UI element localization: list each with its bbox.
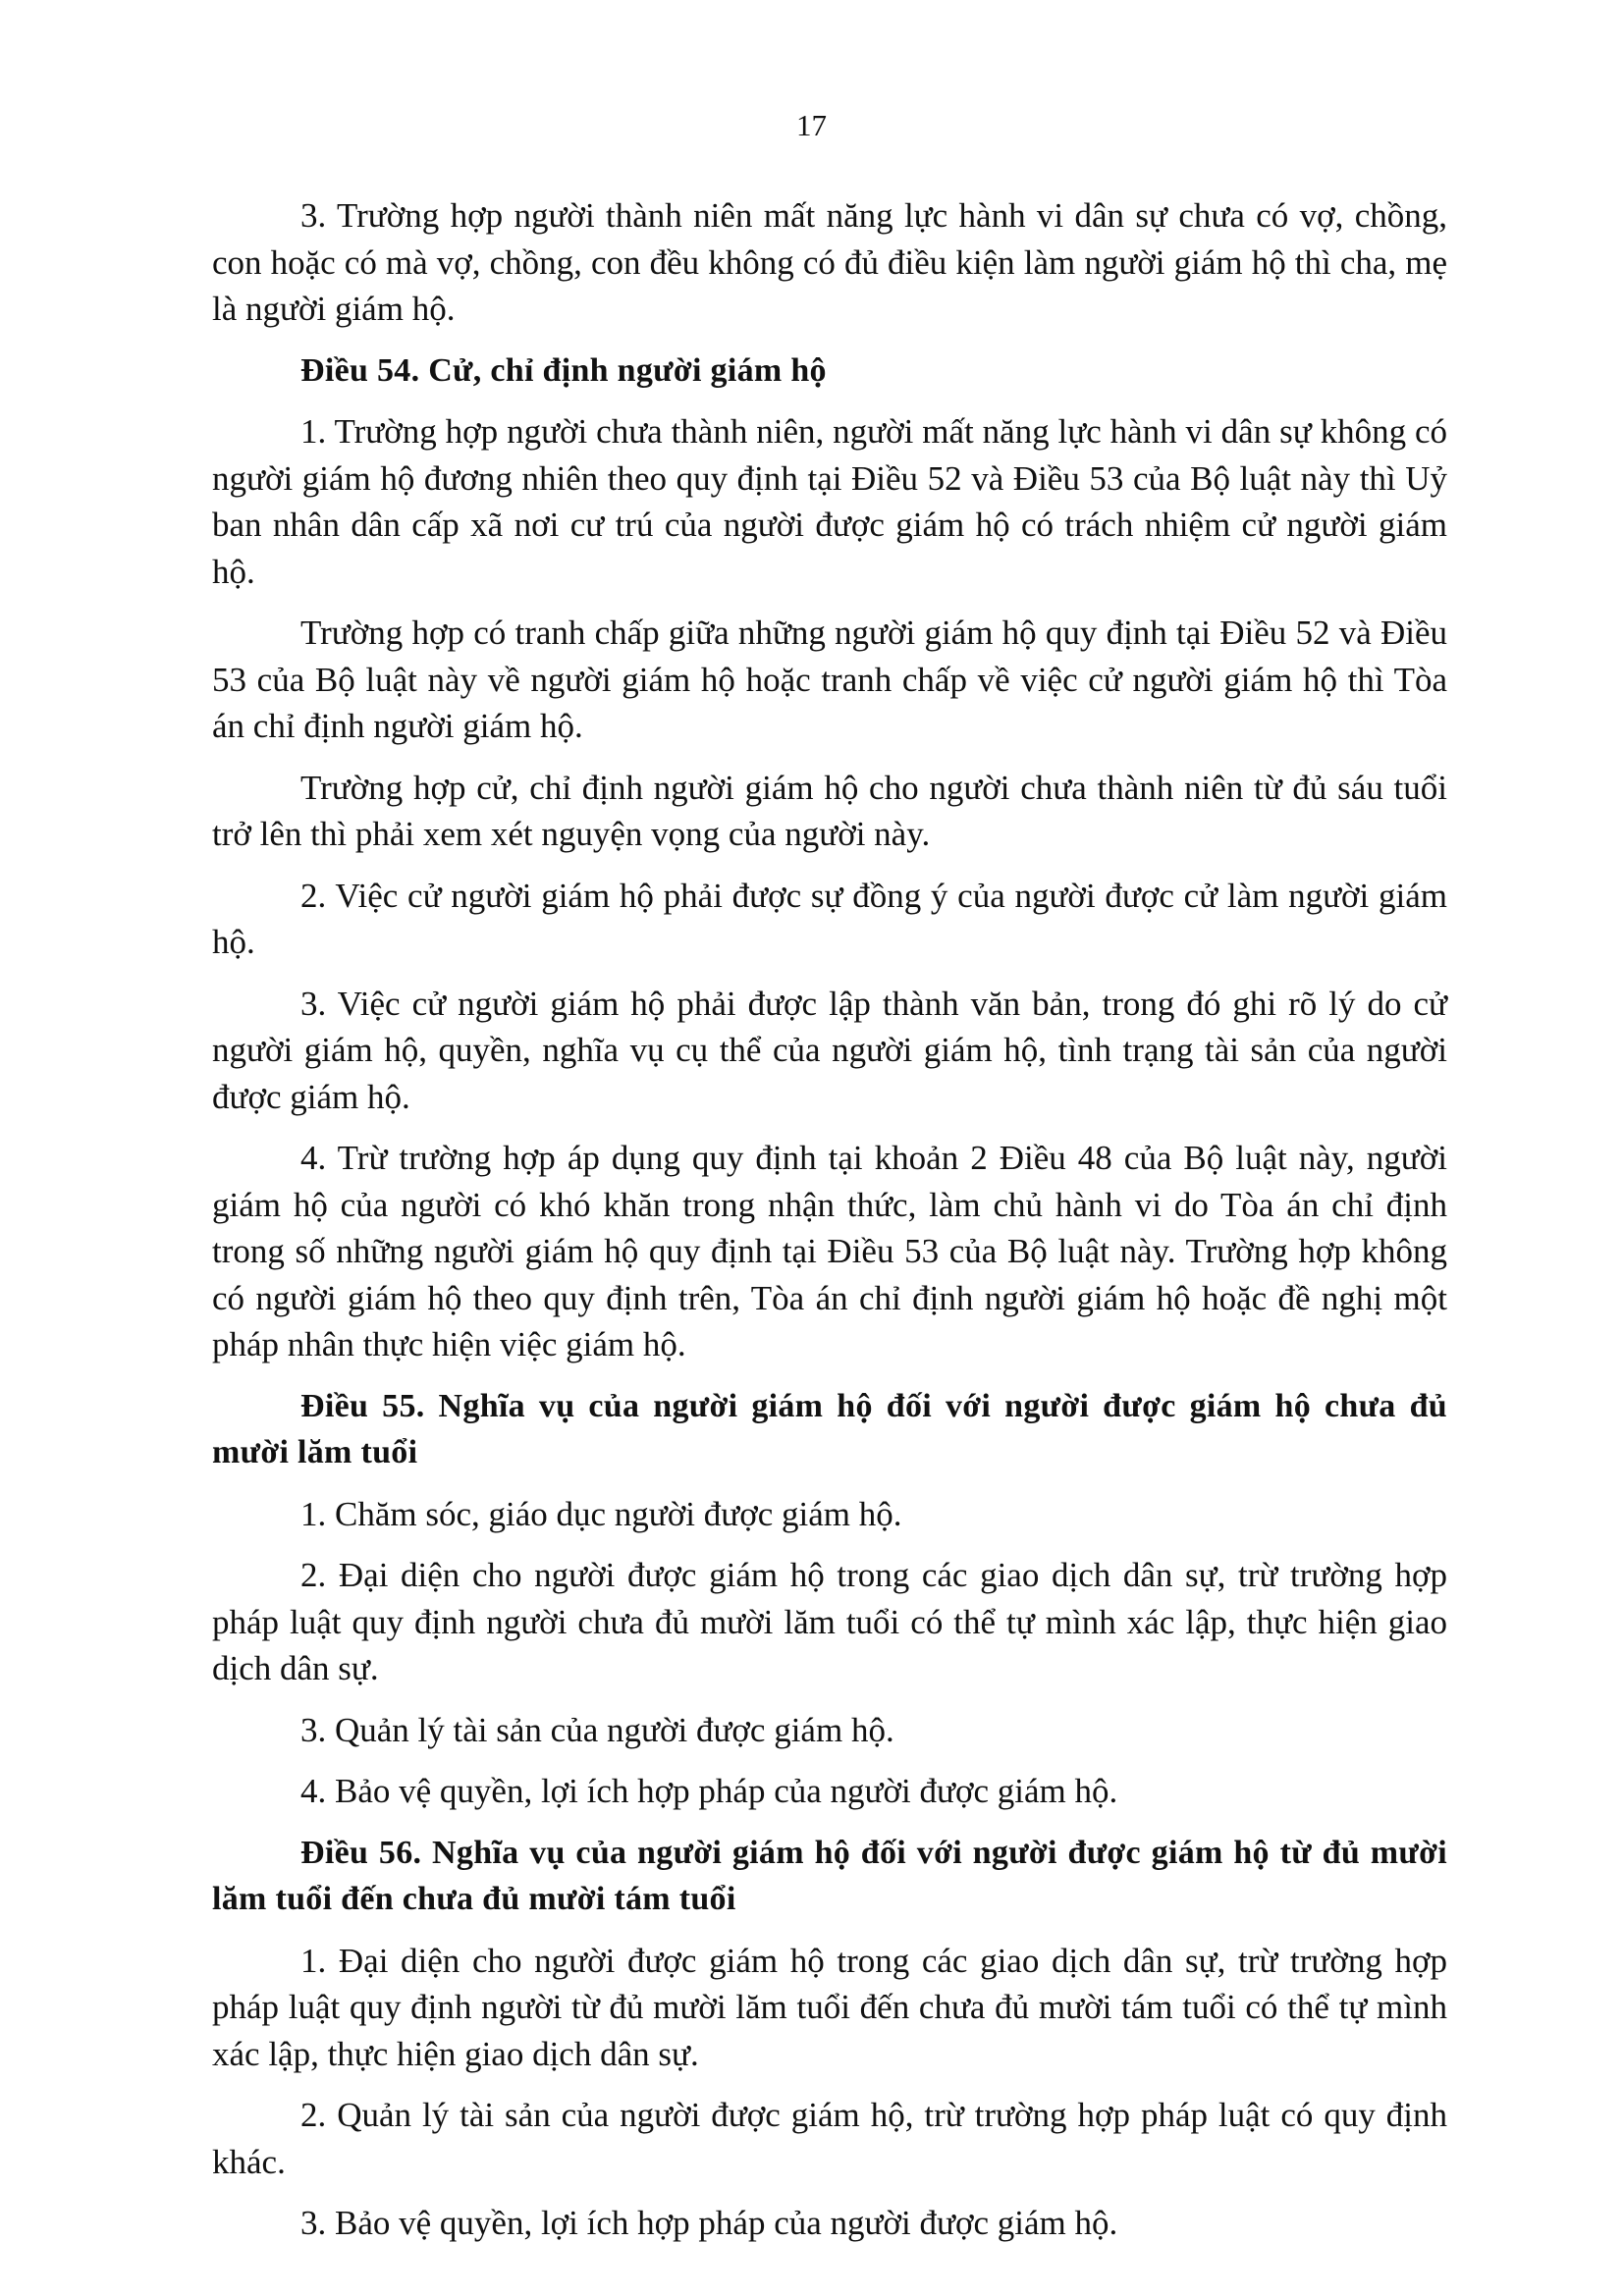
paragraph: 1. Trường hợp người chưa thành niên, người mất năng lực hành vi dân sự không có người giám hộ đương nhiên theo quy định tại Điều 52 và Điều 53 của Bộ luật này thì Uỷ ban nhân dân cấp xã nơi cư trú của người được giám hộ có trách nhiệm cử người giám hộ. xyxy=(212,412,1447,591)
paragraph: 3. Việc cử người giám hộ phải được lập thành văn bản, trong đó ghi rõ lý do cử người giám hộ, quyền, nghĩa vụ cụ thể của người giám hộ, tình trạng tài sản của người được giám hộ. xyxy=(212,984,1447,1116)
paragraph: 2. Đại diện cho người được giám hộ trong các giao dịch dân sự, trừ trường hợp pháp luật quy định người chưa đủ mười lăm tuổi có thể tự mình xác lập, thực hiện giao dịch dân sự. xyxy=(212,1556,1447,1687)
paragraph: Trường hợp cử, chỉ định người giám hộ cho người chưa thành niên từ đủ sáu tuổi trở lên thì phải xem xét nguyện vọng của người này. xyxy=(212,768,1447,853)
document-body xyxy=(212,192,1447,2262)
article-heading-54: Điều 54. Cử, chỉ định người giám hộ xyxy=(300,351,827,389)
paragraph: 3. Trường hợp người thành niên mất năng lực hành vi dân sự chưa có vợ, chồng, con hoặc có mà vợ, chồng, con đều không có đủ điều kiện làm người giám hộ thì cha, mẹ là người giám hộ. xyxy=(212,196,1447,328)
paragraph: 4. Trừ trường hợp áp dụng quy định tại khoản 2 Điều 48 của Bộ luật này, người giám hộ của người có khó khăn trong nhận thức, làm chủ hành vi do Tòa án chỉ định trong số những người giám hộ quy định tại Điều 53 của Bộ luật này. Trường hợp không có người giám hộ theo quy định trên, Tòa án chỉ định người giám hộ hoặc đề nghị một pháp nhân thực hiện việc giám hộ. xyxy=(212,1139,1447,1363)
paragraph: 3. Quản lý tài sản của người được giám hộ. xyxy=(300,1710,894,1749)
paragraph: 4. Bảo vệ quyền, lợi ích hợp pháp của người được giám hộ. xyxy=(300,1772,1118,1810)
page-number: 17 xyxy=(796,108,827,142)
article-heading-55: Điều 55. Nghĩa vụ của người giám hộ đối với người được giám hộ chưa đủ mười lăm tuổi xyxy=(212,1387,1447,1470)
paragraph: Trường hợp có tranh chấp giữa những người giám hộ quy định tại Điều 52 và Điều 53 của Bộ luật này về người giám hộ hoặc tranh chấp về việc cử người giám hộ thì Tòa án chỉ định người giám hộ. xyxy=(212,614,1447,745)
paragraph: 3. Bảo vệ quyền, lợi ích hợp pháp của người được giám hộ. xyxy=(300,2204,1118,2242)
paragraph: 2. Việc cử người giám hộ phải được sự đồng ý của người được cử làm người giám hộ. xyxy=(212,876,1447,961)
article-heading-56: Điều 56. Nghĩa vụ của người giám hộ đối với người được giám hộ từ đủ mười lăm tuổi đến chưa đủ mười tám tuổi xyxy=(212,1834,1447,1917)
paragraph: 2. Quản lý tài sản của người được giám hộ, trừ trường hợp pháp luật có quy định khác. xyxy=(212,2096,1447,2181)
paragraph: 1. Đại diện cho người được giám hộ trong các giao dịch dân sự, trừ trường hợp pháp luật quy định người từ đủ mười lăm tuổi đến chưa đủ mười tám tuổi có thể tự mình xác lập, thực hiện giao dịch dân sự. xyxy=(212,1941,1447,2073)
paragraph: 1. Chăm sóc, giáo dục người được giám hộ. xyxy=(300,1494,902,1533)
